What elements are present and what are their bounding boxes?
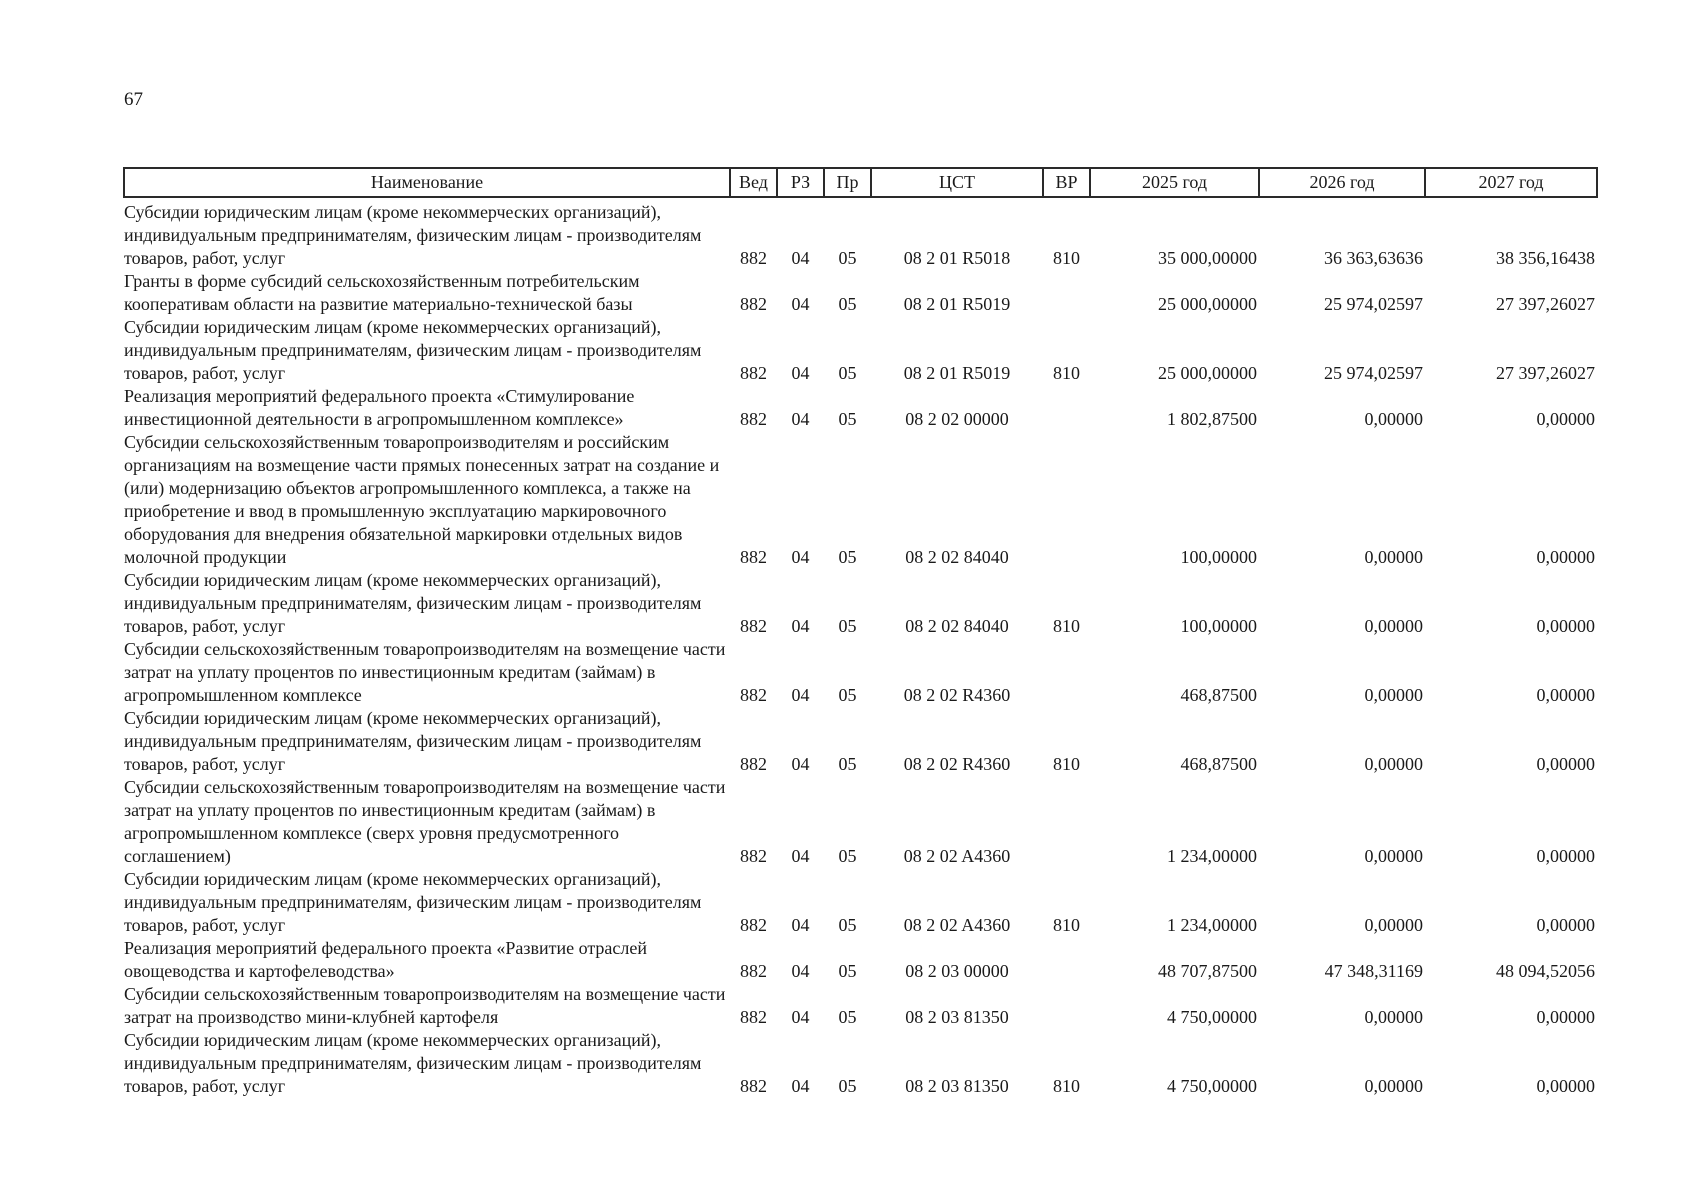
row-amount-2027: 0,00000: [1536, 1076, 1595, 1096]
row-ved: 882: [740, 248, 767, 268]
row-amount-2025: 4 750,00000: [1167, 1076, 1257, 1096]
header-2026: 2026 год: [1259, 168, 1425, 197]
row-amount-2027: 0,00000: [1536, 754, 1595, 774]
row-name: Реализация мероприятий федерального проекта «Стимулирование инвестиционной деятельности в агропромышленном комплексе»: [124, 386, 635, 429]
row-name: Субсидии юридическим лицам (кроме некоммерческих организаций), индивидуальным предпринимателям, физическим лицам - производителям товаров, работ, услуг: [124, 202, 702, 268]
row-name: Субсидии сельскохозяйственным товаропроизводителям на возмещение части затрат на производство мини-клубней картофеля: [124, 984, 726, 1027]
row-cst: 08 2 02 84040: [905, 547, 1009, 567]
row-name: Субсидии сельскохозяйственным товаропроизводителям на возмещение части затрат на уплату процентов по инвестиционным кредитам (займам) в агропромышленном комплексе (сверх уровня предусмотренного соглашением): [124, 777, 726, 866]
row-pr: 05: [838, 294, 857, 314]
row-vr: 810: [1053, 754, 1080, 774]
row-ved: 882: [740, 294, 767, 314]
row-amount-2026: 0,00000: [1364, 754, 1423, 774]
row-pr: 05: [838, 961, 857, 981]
row-amount-2026: 47 348,31169: [1324, 961, 1423, 981]
row-amount-2027: 0,00000: [1536, 547, 1595, 567]
row-name: Субсидии юридическим лицам (кроме некоммерческих организаций), индивидуальным предпринимателям, физическим лицам - производителям товаров, работ, услуг: [124, 869, 702, 935]
row-amount-2027: 0,00000: [1536, 409, 1595, 429]
row-amount-2026: 0,00000: [1364, 1076, 1423, 1096]
row-ved: 882: [740, 685, 767, 705]
row-amount-2025: 1 802,87500: [1167, 409, 1257, 429]
table-row: [124, 1029, 1597, 1098]
budget-table: [123, 167, 1598, 1098]
row-pr: 05: [838, 915, 857, 935]
row-pr: 05: [838, 846, 857, 866]
row-vr: [1043, 638, 1090, 707]
row-amount-2025: 100,00000: [1180, 547, 1257, 567]
row-cst: 08 2 03 81350: [905, 1007, 1009, 1027]
row-cst: 08 2 03 81350: [905, 1076, 1009, 1096]
row-name: Субсидии юридическим лицам (кроме некоммерческих организаций), индивидуальным предпринимателям, физическим лицам - производителям товаров, работ, услуг: [124, 570, 702, 636]
row-pr: 05: [838, 248, 857, 268]
row-amount-2026: 36 363,63636: [1324, 248, 1423, 268]
row-pr: 05: [838, 616, 857, 636]
table-row: [124, 707, 1597, 776]
row-rz: 04: [791, 1076, 810, 1096]
row-amount-2025: 1 234,00000: [1167, 846, 1257, 866]
row-pr: 05: [838, 1076, 857, 1096]
table-row: [124, 638, 1597, 707]
row-rz: 04: [791, 915, 810, 935]
header-ved: Вед: [730, 168, 777, 197]
row-amount-2026: 25 974,02597: [1324, 363, 1423, 383]
row-pr: 05: [838, 685, 857, 705]
row-amount-2027: 0,00000: [1536, 685, 1595, 705]
row-vr: 810: [1053, 915, 1080, 935]
row-vr: 810: [1053, 1076, 1080, 1096]
row-vr: [1043, 937, 1090, 983]
row-rz: 04: [791, 754, 810, 774]
table-row: [124, 569, 1597, 638]
row-cst: 08 2 02 A4360: [903, 846, 1011, 866]
row-cst: 08 2 02 R4360: [903, 754, 1011, 774]
row-pr: 05: [838, 1007, 857, 1027]
header-vr: ВР: [1043, 168, 1090, 197]
row-amount-2025: 25 000,00000: [1158, 294, 1257, 314]
row-amount-2027: 0,00000: [1536, 846, 1595, 866]
table-row: [124, 868, 1597, 937]
row-amount-2025: 35 000,00000: [1158, 248, 1257, 268]
table-row: [124, 983, 1597, 1029]
row-amount-2027: 0,00000: [1536, 1007, 1595, 1027]
row-amount-2025: 468,87500: [1180, 754, 1257, 774]
header-rz: РЗ: [777, 168, 824, 197]
row-rz: 04: [791, 294, 810, 314]
row-amount-2026: 0,00000: [1364, 409, 1423, 429]
row-amount-2025: 1 234,00000: [1167, 915, 1257, 935]
row-pr: 05: [838, 547, 857, 567]
table-row: [124, 385, 1597, 431]
row-amount-2025: 100,00000: [1180, 616, 1257, 636]
row-amount-2026: 25 974,02597: [1324, 294, 1423, 314]
row-amount-2027: 0,00000: [1536, 915, 1595, 935]
row-pr: 05: [838, 363, 857, 383]
row-amount-2027: 0,00000: [1536, 616, 1595, 636]
page-number: 67: [124, 89, 143, 110]
row-amount-2026: 0,00000: [1364, 616, 1423, 636]
header-name: Наименование: [124, 168, 730, 197]
header-2025: 2025 год: [1090, 168, 1259, 197]
row-amount-2026: 0,00000: [1364, 1007, 1423, 1027]
row-vr: [1043, 431, 1090, 569]
row-name: Реализация мероприятий федерального проекта «Развитие отраслей овощеводства и картофелеводства»: [124, 938, 648, 981]
row-amount-2026: 0,00000: [1364, 915, 1423, 935]
row-ved: 882: [740, 616, 767, 636]
row-rz: 04: [791, 616, 810, 636]
row-name: Субсидии юридическим лицам (кроме некоммерческих организаций), индивидуальным предпринимателям, физическим лицам - производителям товаров, работ, услуг: [124, 317, 702, 383]
row-vr: [1043, 776, 1090, 868]
row-amount-2026: 0,00000: [1364, 547, 1423, 567]
row-cst: 08 2 02 A4360: [903, 915, 1011, 935]
row-vr: 810: [1053, 616, 1080, 636]
row-ved: 882: [740, 409, 767, 429]
row-rz: 04: [791, 961, 810, 981]
row-vr: [1043, 983, 1090, 1029]
row-name: Субсидии юридическим лицам (кроме некоммерческих организаций), индивидуальным предпринимателям, физическим лицам - производителям товаров, работ, услуг: [124, 708, 702, 774]
header-cst: ЦСТ: [871, 168, 1043, 197]
row-ved: 882: [740, 1076, 767, 1096]
header-2027: 2027 год: [1425, 168, 1597, 197]
row-rz: 04: [791, 409, 810, 429]
row-vr: 810: [1053, 248, 1080, 268]
row-ved: 882: [740, 915, 767, 935]
row-ved: 882: [740, 846, 767, 866]
row-vr: 810: [1053, 363, 1080, 383]
row-vr: [1043, 270, 1090, 316]
row-amount-2025: 468,87500: [1180, 685, 1257, 705]
row-amount-2027: 27 397,26027: [1496, 294, 1595, 314]
row-cst: 08 2 01 R5019: [903, 294, 1011, 314]
row-amount-2027: 48 094,52056: [1496, 961, 1595, 981]
row-rz: 04: [791, 547, 810, 567]
row-cst: 08 2 02 R4360: [903, 685, 1011, 705]
table-body: [124, 197, 1597, 1098]
row-ved: 882: [740, 363, 767, 383]
row-name: Субсидии сельскохозяйственным товаропроизводителям и российским организациям на возмещение части прямых понесенных затрат на создание и (или) модернизацию объектов агропромышленного комплекса, а также на приобретение и ввод в промышленную эксплуатацию маркировочного оборудования для внедрения обязательной маркировки отдельных видов молочной продукции: [124, 432, 720, 567]
row-pr: 05: [838, 409, 857, 429]
row-amount-2027: 38 356,16438: [1496, 248, 1595, 268]
row-amount-2026: 0,00000: [1364, 685, 1423, 705]
row-cst: 08 2 02 00000: [905, 409, 1009, 429]
row-cst: 08 2 03 00000: [905, 961, 1009, 981]
table-row: [124, 431, 1597, 569]
row-ved: 882: [740, 754, 767, 774]
row-cst: 08 2 02 84040: [905, 616, 1009, 636]
row-cst: 08 2 01 R5019: [903, 363, 1011, 383]
row-rz: 04: [791, 363, 810, 383]
table-row: [124, 937, 1597, 983]
row-amount-2025: 25 000,00000: [1158, 363, 1257, 383]
row-rz: 04: [791, 1007, 810, 1027]
row-ved: 882: [740, 547, 767, 567]
table-header-row: [124, 168, 1597, 197]
table-row: [124, 316, 1597, 385]
row-ved: 882: [740, 961, 767, 981]
row-pr: 05: [838, 754, 857, 774]
row-amount-2026: 0,00000: [1364, 846, 1423, 866]
table-row: [124, 201, 1597, 270]
table-row: [124, 270, 1597, 316]
table-row: [124, 776, 1597, 868]
row-rz: 04: [791, 248, 810, 268]
row-rz: 04: [791, 685, 810, 705]
row-cst: 08 2 01 R5018: [903, 248, 1011, 268]
row-amount-2025: 4 750,00000: [1167, 1007, 1257, 1027]
header-pr: Пр: [824, 168, 871, 197]
row-name: Субсидии сельскохозяйственным товаропроизводителям на возмещение части затрат на уплату процентов по инвестиционным кредитам (займам) в агропромышленном комплексе: [124, 639, 726, 705]
row-amount-2025: 48 707,87500: [1158, 961, 1257, 981]
row-ved: 882: [740, 1007, 767, 1027]
row-name: Субсидии юридическим лицам (кроме некоммерческих организаций), индивидуальным предпринимателям, физическим лицам - производителям товаров, работ, услуг: [124, 1030, 702, 1096]
row-rz: 04: [791, 846, 810, 866]
row-amount-2027: 27 397,26027: [1496, 363, 1595, 383]
row-name: Гранты в форме субсидий сельскохозяйственным потребительским кооперативам области на развитие материально-технической базы: [124, 271, 640, 314]
row-vr: [1043, 385, 1090, 431]
